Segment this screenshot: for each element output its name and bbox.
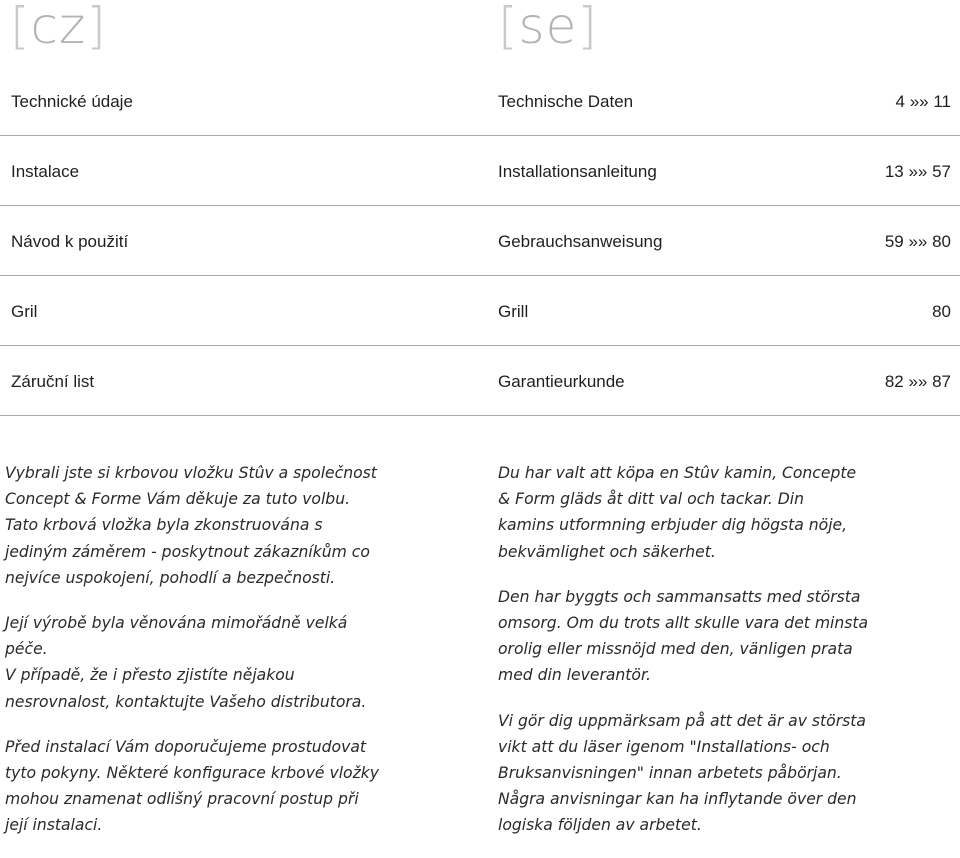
paragraph xyxy=(498,584,958,689)
language-code-se: se xyxy=(518,0,578,55)
toc-entry-se: Gebrauchsanweisung xyxy=(498,232,663,251)
toc-page-range: 59 »» 80 xyxy=(884,232,951,251)
text-line: V případě, že i přesto zjistíte nějakou xyxy=(5,666,295,685)
toc-entry-cz: Instalace xyxy=(11,162,80,181)
language-heading-cz xyxy=(10,0,107,56)
text-line: & Form gläds åt ditt val och tackar. Din xyxy=(498,490,804,509)
toc-row-grill xyxy=(0,276,960,346)
bracket-close: ] xyxy=(577,0,598,55)
paragraph xyxy=(5,610,475,715)
language-code-cz: cz xyxy=(30,0,87,55)
toc-entry-se: Garantieurkunde xyxy=(498,372,625,391)
toc-entry-se: Technische Daten xyxy=(498,92,634,111)
table-of-contents xyxy=(0,66,960,416)
toc-page-range: 13 »» 57 xyxy=(884,162,951,181)
bracket-close: ] xyxy=(86,0,107,55)
toc-page-range: 4 »» 11 xyxy=(895,92,951,111)
text-line: péče. xyxy=(5,640,48,659)
text-line: orolig eller missnöjd med den, vänligen prata xyxy=(498,640,853,659)
text-line: Concept & Forme Vám děkuje za tuto volbu. xyxy=(5,490,351,509)
toc-row-installation xyxy=(0,136,960,206)
toc-page-range: 80 xyxy=(932,302,951,321)
toc-entry-se: Grill xyxy=(498,302,529,321)
text-line: nejvíce uspokojení, pohodlí a bezpečnosti. xyxy=(5,568,336,587)
paragraph xyxy=(5,460,475,591)
toc-entry-cz: Návod k použití xyxy=(11,232,129,251)
text-line: Tato krbová vložka byla zkonstruována s xyxy=(5,516,323,535)
text-line: kamins utformning erbjuder dig högsta nöje, xyxy=(498,516,848,535)
toc-row-warranty xyxy=(0,346,960,416)
text-line: Du har valt att köpa en Stûv kamin, Concepte xyxy=(498,464,857,482)
toc-row-technical-data xyxy=(0,66,960,136)
text-line: Några anvisningar kan ha inflytande över den xyxy=(498,790,857,809)
bracket-open: [ xyxy=(10,0,31,55)
text-line: tyto pokyny. Některé konfigurace krbové vložky xyxy=(5,764,380,783)
text-line: Vi gör dig uppmärksam på att det är av största xyxy=(498,711,866,730)
paragraph xyxy=(498,460,958,565)
toc-entry-se: Installationsanleitung xyxy=(498,162,657,181)
toc-entry-cz: Záruční list xyxy=(11,372,95,391)
text-line: Bruksanvisningen" innan arbetets påbörjan. xyxy=(498,764,842,783)
text-line: Den har byggts och sammansatts med största xyxy=(498,587,861,606)
paragraph xyxy=(5,734,475,839)
text-line: vikt att du läser igenom "Installations- och xyxy=(498,737,830,756)
text-line: nesrovnalost, kontaktujte Vašeho distributora. xyxy=(5,692,367,711)
intro-text-cz xyxy=(5,460,475,858)
bracket-open: [ xyxy=(498,0,519,55)
paragraph xyxy=(498,708,958,839)
text-line: její instalaci. xyxy=(5,816,103,835)
toc-row-user-manual xyxy=(0,206,960,276)
toc-entry-cz: Technické údaje xyxy=(11,92,133,111)
toc-page-range: 82 »» 87 xyxy=(884,372,951,391)
text-line: med din leverantör. xyxy=(498,666,651,685)
language-heading-se xyxy=(498,0,598,56)
text-line: mohou znamenat odlišný pracovní postup při xyxy=(5,790,359,809)
text-line: logiska följden av arbetet. xyxy=(498,816,702,835)
intro-text-se xyxy=(498,460,958,858)
text-line: Před instalací Vám doporučujeme prostudovat xyxy=(5,737,367,756)
text-line: Vybrali jste si krbovou vložku Stûv a společnost xyxy=(5,464,377,482)
toc-entry-cz: Gril xyxy=(11,302,38,321)
text-line: bekvämlighet och säkerhet. xyxy=(498,542,716,561)
text-line: Její výrobě byla věnována mimořádně velká xyxy=(5,614,348,633)
text-line: jediným záměrem - poskytnout zákazníkům co xyxy=(5,542,370,561)
text-line: omsorg. Om du trots allt skulle vara det minsta xyxy=(498,614,869,633)
